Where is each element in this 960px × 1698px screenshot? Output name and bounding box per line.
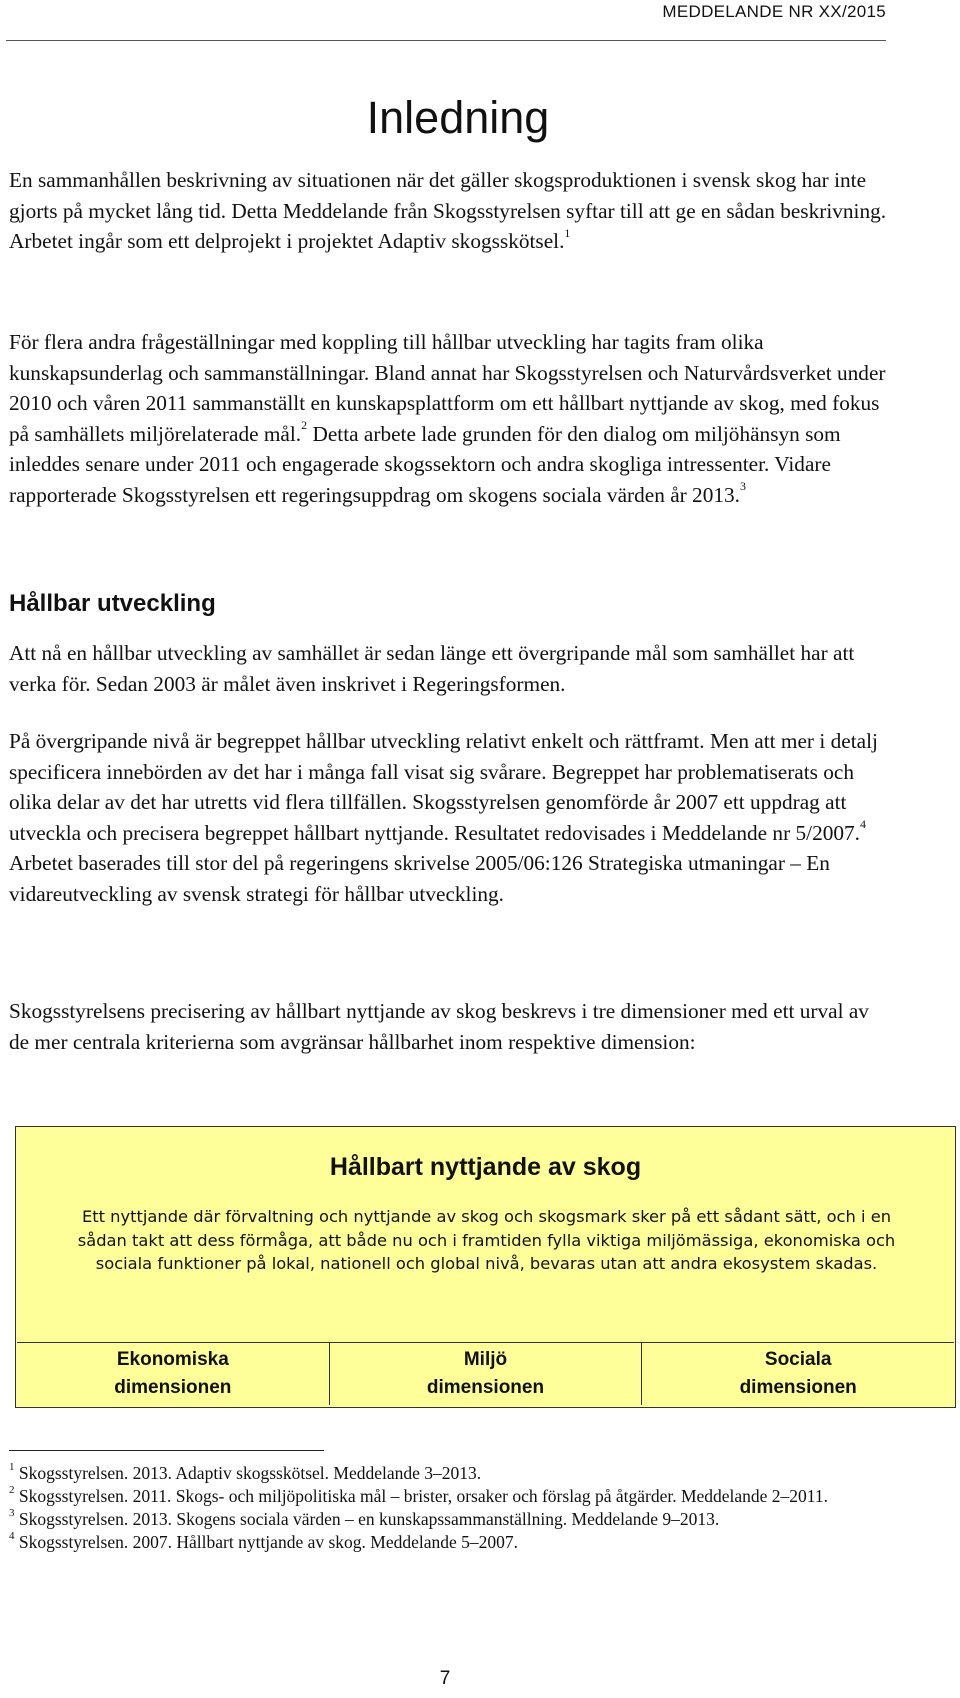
section-paragraph-1: Att nå en hållbar utveckling av samhället är sedan länge ett övergripande mål som samhället har att verka för. Sedan 2003 är målet även inskrivet i Regeringsformen. <box>9 641 855 696</box>
footnote-number: 4 <box>9 1530 15 1543</box>
section-paragraph-2 <box>9 726 889 909</box>
footnote <box>9 1508 889 1531</box>
intro-paragraph-2 <box>9 327 889 510</box>
page-number: 7 <box>439 1668 451 1689</box>
intro-paragraph-2-text-a: För flera andra frågeställningar med koppling till hållbar utveckling har tagits fram olika kunskapsunderlag och sammanställningar. Bland annat har Skogsstyrelsen och Naturvårdsverket under 2010 och våren 2011 sammanställt en kunskapsplattform om ett hållbart nyttjande av skog, med fokus på samhällets miljörelaterade mål. <box>9 330 886 446</box>
intro-paragraph-1-text: En sammanhållen beskrivning av situationen när det gäller skogsproduktionen i svensk skog har inte gjorts på mycket lång tid. Detta Meddelande från Skogsstyrelsen syftar till att ge en sådan beskrivning. Arbetet ingår som ett delprojekt i projektet Adaptiv skogsskötsel. <box>9 168 887 253</box>
header-rule <box>6 40 886 41</box>
dimension-environmental-label: Miljö dimensionen <box>426 1349 545 1398</box>
footnote-text: Skogsstyrelsen. 2007. Hållbart nyttjande av skog. Meddelande 5–2007. <box>14 1532 519 1552</box>
footnote-text: Skogsstyrelsen. 2013. Skogens sociala värden – en kunskapssammanställning. Meddelande 9–2013. <box>14 1509 720 1529</box>
chapter-title: Inledning <box>366 92 550 143</box>
intro-paragraph-2-text-b: Detta arbete lade grunden för den dialog om miljöhänsyn som inleddes senare under 2011 och engagerade skogssektorn och andra skogliga intressenter. Vidare rapporterade Skogsstyrelsen ett regeringsuppdrag om skogens sociala värden år 2013. <box>9 421 841 507</box>
sustainability-frame <box>15 1126 956 1408</box>
footnotes <box>9 1462 889 1554</box>
dimension-environmental <box>330 1343 643 1405</box>
footnote <box>9 1462 889 1485</box>
dimension-economic <box>17 1343 330 1405</box>
footnote-number: 2 <box>9 1484 15 1497</box>
frame-title: Hållbart nyttjande av skog <box>329 1153 642 1181</box>
footnote-text: Skogsstyrelsen. 2013. Adaptiv skogsskötsel. Meddelande 3–2013. <box>14 1463 482 1483</box>
footnote-rule <box>9 1450 324 1451</box>
running-header: MEDDELANDE NR XX/2015 <box>662 2 886 21</box>
dimension-social <box>642 1343 954 1405</box>
footnote-ref-1: 1 <box>564 225 571 240</box>
section-heading: Hållbar utveckling <box>9 590 216 617</box>
section-paragraph-2-text-a: På övergripande nivå är begreppet hållbar utveckling relativt enkelt och rättframt. Men att mer i detalj specificera innebörden av det har i många fall visat sig svårare. Begreppet har problematiserats och olika delar av det har utretts vid flera tillfällen. Skogsstyrelsen genomförde år 2007 ett uppdrag att utveckla och precisera begreppet hållbart nyttjande. Resultatet redovisades i Meddelande nr 5/2007. <box>9 729 878 845</box>
intro-paragraph-1 <box>9 165 889 257</box>
dimension-social-label: Sociala dimensionen <box>739 1349 857 1398</box>
footnote-text: Skogsstyrelsen. 2011. Skogs- och miljöpolitiska mål – brister, orsaker och förslag på åtgärder. Meddelande 2–2011. <box>14 1486 829 1506</box>
footnote-ref-4: 4 <box>859 817 866 832</box>
dimensions-row <box>17 1342 954 1405</box>
dimension-economic-label: Ekonomiska dimensionen <box>114 1349 232 1398</box>
frame-definition: Ett nyttjande där förvaltning och nyttjande av skog och skogsmark sker på ett sådant sätt, och i en sådan takt att dess förmåga, att både nu och i framtiden fylla viktiga miljömässiga, ekonomiska och sociala funktioner på lokal, nationell och global nivå, bevaras utan att andra ekosystem skadas. <box>77 1207 896 1273</box>
footnote <box>9 1485 889 1508</box>
footnote-ref-3: 3 <box>739 479 746 494</box>
footnote-ref-2: 2 <box>301 418 308 433</box>
section-paragraph-2-text-b: Arbetet baserades till stor del på regeringens skrivelse 2005/06:126 Strategiska utmaningar – En vidareutveckling av svensk strategi för hållbar utveckling. <box>9 851 830 906</box>
section-paragraph-3: Skogsstyrelsens precisering av hållbart nyttjande av skog beskrevs i tre dimensioner med ett urval av de mer centrala kriterierna som avgränsar hållbarhet inom respektive dimension: <box>9 999 869 1054</box>
footnote <box>9 1531 889 1554</box>
footnote-number: 1 <box>9 1461 15 1474</box>
footnote-number: 3 <box>9 1507 15 1520</box>
